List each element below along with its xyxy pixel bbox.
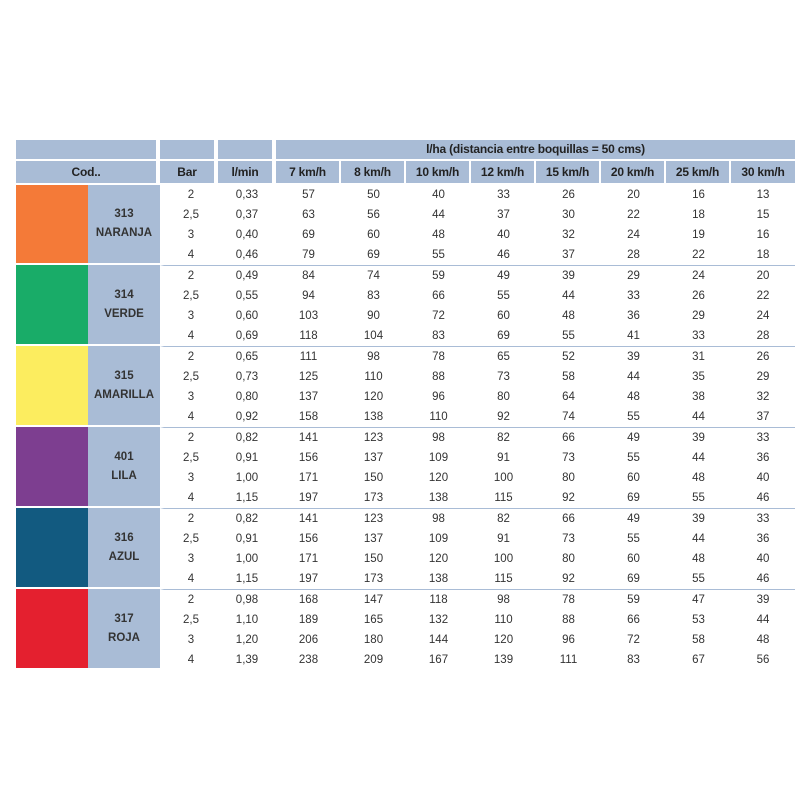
lha-value-cell: 39 bbox=[536, 265, 601, 286]
lha-value-cell: 168 bbox=[276, 589, 341, 610]
nozzle-color-name: AMARILLA bbox=[93, 388, 155, 401]
pressure-cell: 4 bbox=[160, 569, 218, 589]
lha-value-cell: 31 bbox=[666, 346, 731, 367]
pressure-cell: 2,5 bbox=[160, 205, 218, 225]
header-speed: 30 km/h bbox=[731, 161, 795, 185]
lha-value-cell: 26 bbox=[692, 289, 705, 302]
lha-value-cell: 22 bbox=[756, 289, 770, 302]
lha-value-cell: 137 bbox=[363, 451, 384, 464]
flow-lmin-cell: 1,39 bbox=[235, 653, 259, 666]
lha-value-cell: 91 bbox=[497, 532, 510, 545]
flow-lmin-cell: 0,40 bbox=[235, 228, 259, 241]
flow-lmin-cell: 0,37 bbox=[235, 208, 259, 221]
lha-value-cell: 73 bbox=[562, 532, 575, 545]
lha-value-cell: 48 bbox=[627, 390, 640, 403]
lha-value-cell: 173 bbox=[363, 491, 384, 504]
nozzle-flow-table bbox=[16, 140, 795, 670]
nozzle-color-name: VERDE bbox=[104, 307, 144, 320]
lha-value-cell: 39 bbox=[666, 427, 731, 448]
lha-value-cell: 29 bbox=[756, 370, 770, 383]
lha-value-cell: 39 bbox=[731, 589, 795, 610]
table-row bbox=[16, 508, 795, 529]
lha-value-cell: 173 bbox=[363, 572, 384, 585]
nozzle-code: 315 bbox=[114, 369, 134, 382]
nozzle-color-name: LILA bbox=[111, 469, 137, 482]
flow-lmin-cell: 1,20 bbox=[235, 633, 259, 646]
lha-value-cell: 125 bbox=[298, 370, 319, 383]
lha-value-cell: 60 bbox=[627, 471, 640, 484]
header-lha: l/ha (distancia entre boquillas = 50 cms) bbox=[276, 140, 795, 161]
table-row bbox=[16, 265, 795, 286]
nozzle-color-swatch bbox=[16, 589, 88, 670]
pressure-cell: 2,5 bbox=[160, 286, 218, 306]
lha-value-cell: 48 bbox=[756, 633, 770, 646]
lha-value-cell: 141 bbox=[276, 427, 341, 448]
lha-value-cell: 150 bbox=[363, 552, 384, 565]
lha-value-cell: 78 bbox=[536, 589, 601, 610]
lha-value-cell: 83 bbox=[367, 289, 380, 302]
lha-value-cell: 109 bbox=[428, 451, 449, 464]
nozzle-code-cell bbox=[88, 589, 160, 670]
pressure-cell: 4 bbox=[160, 488, 218, 508]
lha-value-cell: 92 bbox=[562, 572, 575, 585]
flow-lmin-cell: 1,15 bbox=[235, 491, 259, 504]
nozzle-color-swatch bbox=[16, 508, 88, 589]
lha-value-cell: 147 bbox=[341, 589, 406, 610]
lha-value-cell: 33 bbox=[627, 289, 640, 302]
pressure-cell: 3 bbox=[160, 630, 218, 650]
nozzle-code-cell bbox=[88, 346, 160, 427]
lha-value-cell: 55 bbox=[692, 491, 705, 504]
lha-value-cell: 139 bbox=[493, 653, 514, 666]
lha-value-cell: 69 bbox=[497, 329, 510, 342]
lha-value-cell: 110 bbox=[364, 370, 383, 383]
lha-value-cell: 24 bbox=[756, 309, 770, 322]
lha-value-cell: 96 bbox=[432, 390, 445, 403]
lha-value-cell: 29 bbox=[692, 309, 705, 322]
flow-lmin-cell: 0,91 bbox=[235, 532, 259, 545]
lha-value-cell: 24 bbox=[627, 228, 640, 241]
lha-value-cell: 120 bbox=[363, 390, 384, 403]
lha-value-cell: 33 bbox=[731, 508, 795, 529]
lha-value-cell: 209 bbox=[363, 653, 384, 666]
flow-lmin-cell: 0,91 bbox=[235, 451, 259, 464]
pressure-cell: 3 bbox=[160, 549, 218, 569]
lha-value-cell: 138 bbox=[363, 410, 384, 423]
lha-value-cell: 48 bbox=[562, 309, 575, 322]
lha-value-cell: 156 bbox=[298, 532, 319, 545]
header-speed: 20 km/h bbox=[601, 161, 666, 185]
lha-value-cell: 55 bbox=[497, 289, 510, 302]
lha-value-cell: 82 bbox=[471, 427, 536, 448]
lha-value-cell: 180 bbox=[363, 633, 384, 646]
lha-value-cell: 141 bbox=[276, 508, 341, 529]
lha-value-cell: 104 bbox=[363, 329, 384, 342]
lha-value-cell: 73 bbox=[497, 370, 510, 383]
lha-value-cell: 137 bbox=[363, 532, 384, 545]
lha-value-cell: 58 bbox=[692, 633, 705, 646]
lha-value-cell: 49 bbox=[601, 508, 666, 529]
nozzle-code: 316 bbox=[114, 531, 134, 544]
lha-value-cell: 29 bbox=[601, 265, 666, 286]
lha-value-cell: 56 bbox=[756, 653, 770, 666]
lha-value-cell: 138 bbox=[428, 572, 449, 585]
lha-value-cell: 36 bbox=[756, 451, 770, 464]
lha-value-cell: 73 bbox=[562, 451, 575, 464]
nozzle-code-cell bbox=[88, 508, 160, 589]
lha-value-cell: 238 bbox=[298, 653, 319, 666]
lha-value-cell: 171 bbox=[298, 552, 319, 565]
lha-value-cell: 69 bbox=[302, 228, 315, 241]
lha-value-cell: 26 bbox=[731, 346, 795, 367]
lha-value-cell: 59 bbox=[406, 265, 471, 286]
flow-lmin-cell: 0,82 bbox=[218, 427, 276, 448]
pressure-cell: 4 bbox=[160, 326, 218, 346]
flow-lmin-cell: 0,33 bbox=[235, 188, 259, 201]
lha-value-cell: 197 bbox=[298, 572, 319, 585]
lha-value-cell: 96 bbox=[562, 633, 575, 646]
lha-value-cell: 80 bbox=[562, 471, 575, 484]
flow-lmin-cell: 0,82 bbox=[218, 508, 276, 529]
pressure-cell: 2 bbox=[160, 185, 218, 205]
nozzle-code-cell bbox=[88, 185, 160, 265]
table-body bbox=[16, 185, 795, 670]
lha-value-cell: 67 bbox=[692, 653, 705, 666]
lha-value-cell: 156 bbox=[298, 451, 319, 464]
lha-value-cell: 80 bbox=[497, 390, 510, 403]
header-row-top bbox=[16, 140, 795, 161]
lha-value-cell: 98 bbox=[406, 508, 471, 529]
lha-value-cell: 37 bbox=[756, 410, 770, 423]
flow-lmin-cell: 1,15 bbox=[235, 572, 259, 585]
lha-value-cell: 66 bbox=[627, 613, 640, 626]
header-speed: 8 km/h bbox=[341, 161, 406, 185]
lha-value-cell: 63 bbox=[302, 208, 315, 221]
lha-value-cell: 123 bbox=[341, 508, 406, 529]
lha-value-cell: 50 bbox=[367, 188, 380, 201]
lha-value-cell: 120 bbox=[493, 633, 514, 646]
pressure-cell: 2,5 bbox=[160, 610, 218, 630]
lha-value-cell: 55 bbox=[627, 451, 640, 464]
lha-value-cell: 74 bbox=[341, 265, 406, 286]
flow-lmin-cell: 1,00 bbox=[235, 471, 259, 484]
lha-value-cell: 35 bbox=[692, 370, 705, 383]
lha-value-cell: 79 bbox=[302, 248, 315, 261]
lha-value-cell: 100 bbox=[493, 471, 514, 484]
nozzle-color-swatch bbox=[16, 185, 88, 265]
lha-value-cell: 40 bbox=[497, 228, 510, 241]
lha-value-cell: 18 bbox=[756, 248, 770, 261]
lha-value-cell: 82 bbox=[471, 508, 536, 529]
lha-value-cell: 37 bbox=[497, 208, 510, 221]
lha-value-cell: 65 bbox=[471, 346, 536, 367]
header-blank-bar bbox=[160, 140, 218, 161]
lha-value-cell: 30 bbox=[562, 208, 575, 221]
lha-value-cell: 69 bbox=[367, 248, 380, 261]
table-row bbox=[16, 346, 795, 367]
header-blank-cod bbox=[16, 140, 160, 161]
lha-value-cell: 55 bbox=[562, 329, 575, 342]
lha-value-cell: 48 bbox=[692, 552, 705, 565]
lha-value-cell: 118 bbox=[406, 589, 471, 610]
lha-value-cell: 103 bbox=[298, 309, 319, 322]
lha-value-cell: 39 bbox=[666, 508, 731, 529]
lha-value-cell: 115 bbox=[494, 491, 513, 504]
lha-value-cell: 20 bbox=[731, 265, 795, 286]
flow-lmin-cell: 0,92 bbox=[235, 410, 259, 423]
lha-value-cell: 137 bbox=[298, 390, 319, 403]
lha-value-cell: 98 bbox=[471, 589, 536, 610]
lha-value-cell: 32 bbox=[562, 228, 575, 241]
flow-lmin-cell: 0,55 bbox=[235, 289, 259, 302]
lha-value-cell: 83 bbox=[627, 653, 640, 666]
lha-value-cell: 100 bbox=[493, 552, 514, 565]
header-speed: 15 km/h bbox=[536, 161, 601, 185]
lha-value-cell: 20 bbox=[627, 188, 640, 201]
lha-value-cell: 206 bbox=[298, 633, 319, 646]
lha-value-cell: 59 bbox=[601, 589, 666, 610]
flow-lmin-cell: 0,65 bbox=[218, 346, 276, 367]
lha-value-cell: 132 bbox=[428, 613, 449, 626]
pressure-cell: 2 bbox=[160, 346, 218, 367]
lha-value-cell: 138 bbox=[428, 491, 449, 504]
lha-value-cell: 44 bbox=[562, 289, 575, 302]
lha-value-cell: 189 bbox=[298, 613, 319, 626]
lha-value-cell: 55 bbox=[627, 410, 640, 423]
lha-value-cell: 36 bbox=[627, 309, 640, 322]
lha-value-cell: 16 bbox=[692, 188, 705, 201]
lha-value-cell: 109 bbox=[428, 532, 449, 545]
pressure-cell: 2,5 bbox=[160, 448, 218, 468]
nozzle-code: 317 bbox=[114, 612, 134, 625]
lha-value-cell: 167 bbox=[428, 653, 449, 666]
lha-value-cell: 158 bbox=[298, 410, 319, 423]
lha-value-cell: 39 bbox=[601, 346, 666, 367]
lha-value-cell: 74 bbox=[562, 410, 575, 423]
nozzle-code-cell bbox=[88, 265, 160, 346]
lha-value-cell: 47 bbox=[666, 589, 731, 610]
pressure-cell: 3 bbox=[160, 468, 218, 488]
nozzle-color-swatch bbox=[16, 265, 88, 346]
lha-value-cell: 44 bbox=[692, 410, 705, 423]
lha-value-cell: 40 bbox=[756, 471, 770, 484]
lha-value-cell: 98 bbox=[406, 427, 471, 448]
lha-value-cell: 19 bbox=[692, 228, 705, 241]
flow-lmin-cell: 0,73 bbox=[235, 370, 259, 383]
lha-value-cell: 36 bbox=[756, 532, 770, 545]
lha-value-cell: 72 bbox=[627, 633, 640, 646]
lha-value-cell: 111 bbox=[276, 346, 341, 367]
lha-value-cell: 13 bbox=[756, 188, 770, 201]
pressure-cell: 2,5 bbox=[160, 529, 218, 549]
nozzle-code: 314 bbox=[114, 288, 134, 301]
lha-value-cell: 150 bbox=[363, 471, 384, 484]
lha-value-cell: 111 bbox=[559, 653, 578, 666]
lha-value-cell: 28 bbox=[627, 248, 640, 261]
lha-value-cell: 115 bbox=[494, 572, 513, 585]
lha-value-cell: 44 bbox=[432, 208, 445, 221]
lha-value-cell: 33 bbox=[731, 427, 795, 448]
lha-value-cell: 52 bbox=[536, 346, 601, 367]
lha-value-cell: 24 bbox=[666, 265, 731, 286]
lha-value-cell: 69 bbox=[627, 572, 640, 585]
lha-value-cell: 46 bbox=[756, 572, 770, 585]
lha-value-cell: 48 bbox=[432, 228, 445, 241]
lha-value-cell: 66 bbox=[432, 289, 445, 302]
lha-value-cell: 80 bbox=[562, 552, 575, 565]
pressure-cell: 2 bbox=[160, 508, 218, 529]
pressure-cell: 2 bbox=[160, 427, 218, 448]
lha-value-cell: 144 bbox=[428, 633, 449, 646]
lha-value-cell: 84 bbox=[276, 265, 341, 286]
lha-value-cell: 64 bbox=[562, 390, 575, 403]
flow-lmin-cell: 0,49 bbox=[218, 265, 276, 286]
lha-value-cell: 110 bbox=[494, 613, 513, 626]
lha-value-cell: 98 bbox=[341, 346, 406, 367]
header-speed: 10 km/h bbox=[406, 161, 471, 185]
lha-value-cell: 94 bbox=[302, 289, 315, 302]
lha-value-cell: 46 bbox=[497, 248, 510, 261]
lha-value-cell: 26 bbox=[562, 188, 575, 201]
lha-value-cell: 123 bbox=[341, 427, 406, 448]
lha-value-cell: 60 bbox=[367, 228, 380, 241]
header-bar: Bar bbox=[160, 161, 218, 185]
lha-value-cell: 88 bbox=[562, 613, 575, 626]
lha-value-cell: 55 bbox=[432, 248, 445, 261]
lha-value-cell: 72 bbox=[432, 309, 445, 322]
lha-value-cell: 44 bbox=[692, 532, 705, 545]
lha-value-cell: 60 bbox=[627, 552, 640, 565]
flow-lmin-cell: 0,98 bbox=[218, 589, 276, 610]
lha-value-cell: 55 bbox=[692, 572, 705, 585]
nozzle-color-swatch bbox=[16, 346, 88, 427]
header-row-main bbox=[16, 161, 795, 185]
lha-value-cell: 37 bbox=[562, 248, 575, 261]
pressure-cell: 2 bbox=[160, 265, 218, 286]
lha-value-cell: 48 bbox=[692, 471, 705, 484]
lha-value-cell: 197 bbox=[298, 491, 319, 504]
lha-value-cell: 44 bbox=[627, 370, 640, 383]
header-speed: 25 km/h bbox=[666, 161, 731, 185]
nozzle-code: 401 bbox=[114, 450, 134, 463]
lha-value-cell: 92 bbox=[497, 410, 510, 423]
lha-value-cell: 22 bbox=[692, 248, 705, 261]
flow-lmin-cell: 1,00 bbox=[235, 552, 259, 565]
lha-value-cell: 15 bbox=[756, 208, 770, 221]
nozzle-code: 313 bbox=[114, 208, 134, 220]
header-lmin: l/min bbox=[218, 161, 276, 185]
table-row bbox=[16, 589, 795, 610]
lha-value-cell: 90 bbox=[367, 309, 380, 322]
header-speed: 12 km/h bbox=[471, 161, 536, 185]
lha-value-cell: 110 bbox=[429, 410, 448, 423]
lha-value-cell: 55 bbox=[627, 532, 640, 545]
flow-lmin-cell: 0,80 bbox=[235, 390, 259, 403]
lha-value-cell: 16 bbox=[756, 228, 770, 241]
lha-value-cell: 58 bbox=[562, 370, 575, 383]
pressure-cell: 3 bbox=[160, 306, 218, 326]
flow-lmin-cell: 0,60 bbox=[235, 309, 259, 322]
lha-value-cell: 66 bbox=[536, 427, 601, 448]
nozzle-code-cell bbox=[88, 427, 160, 508]
pressure-cell: 4 bbox=[160, 407, 218, 427]
lha-value-cell: 56 bbox=[367, 208, 380, 221]
lha-value-cell: 18 bbox=[692, 208, 705, 221]
lha-value-cell: 44 bbox=[692, 451, 705, 464]
lha-value-cell: 120 bbox=[428, 552, 449, 565]
lha-value-cell: 83 bbox=[432, 329, 445, 342]
lha-value-cell: 38 bbox=[692, 390, 705, 403]
lha-value-cell: 33 bbox=[692, 329, 705, 342]
lha-value-cell: 66 bbox=[536, 508, 601, 529]
lha-value-cell: 41 bbox=[627, 329, 640, 342]
lha-value-cell: 69 bbox=[627, 491, 640, 504]
lha-value-cell: 165 bbox=[363, 613, 384, 626]
flow-lmin-cell: 1,10 bbox=[235, 613, 259, 626]
table-row bbox=[16, 185, 795, 205]
lha-value-cell: 32 bbox=[756, 390, 770, 403]
lha-value-cell: 46 bbox=[756, 491, 770, 504]
nozzle-color-name: ROJA bbox=[108, 631, 140, 644]
table-row bbox=[16, 427, 795, 448]
flow-lmin-cell: 0,69 bbox=[235, 329, 259, 342]
lha-value-cell: 171 bbox=[298, 471, 319, 484]
header-cod: Cod.. bbox=[16, 161, 160, 185]
pressure-cell: 4 bbox=[160, 245, 218, 265]
lha-value-cell: 40 bbox=[432, 188, 445, 201]
flow-lmin-cell: 0,46 bbox=[235, 248, 259, 261]
lha-value-cell: 53 bbox=[692, 613, 705, 626]
pressure-cell: 3 bbox=[160, 387, 218, 407]
header-speed: 7 km/h bbox=[276, 161, 341, 185]
nozzle-color-swatch bbox=[16, 427, 88, 508]
lha-value-cell: 60 bbox=[497, 309, 510, 322]
pressure-cell: 2,5 bbox=[160, 367, 218, 387]
lha-value-cell: 33 bbox=[497, 188, 510, 201]
pressure-cell: 4 bbox=[160, 650, 218, 670]
header-blank-lmin bbox=[218, 140, 276, 161]
lha-value-cell: 49 bbox=[471, 265, 536, 286]
lha-value-cell: 40 bbox=[756, 552, 770, 565]
nozzle-color-name: NARANJA bbox=[95, 227, 153, 239]
lha-value-cell: 91 bbox=[497, 451, 510, 464]
nozzle-color-name: AZUL bbox=[108, 550, 140, 563]
lha-value-cell: 57 bbox=[302, 188, 315, 201]
lha-value-cell: 28 bbox=[756, 329, 770, 342]
lha-value-cell: 92 bbox=[562, 491, 575, 504]
pressure-cell: 2 bbox=[160, 589, 218, 610]
lha-value-cell: 44 bbox=[756, 613, 770, 626]
lha-value-cell: 88 bbox=[432, 370, 445, 383]
lha-value-cell: 22 bbox=[627, 208, 640, 221]
lha-value-cell: 49 bbox=[601, 427, 666, 448]
pressure-cell: 3 bbox=[160, 225, 218, 245]
lha-value-cell: 120 bbox=[428, 471, 449, 484]
lha-value-cell: 118 bbox=[299, 329, 318, 342]
lha-value-cell: 78 bbox=[406, 346, 471, 367]
